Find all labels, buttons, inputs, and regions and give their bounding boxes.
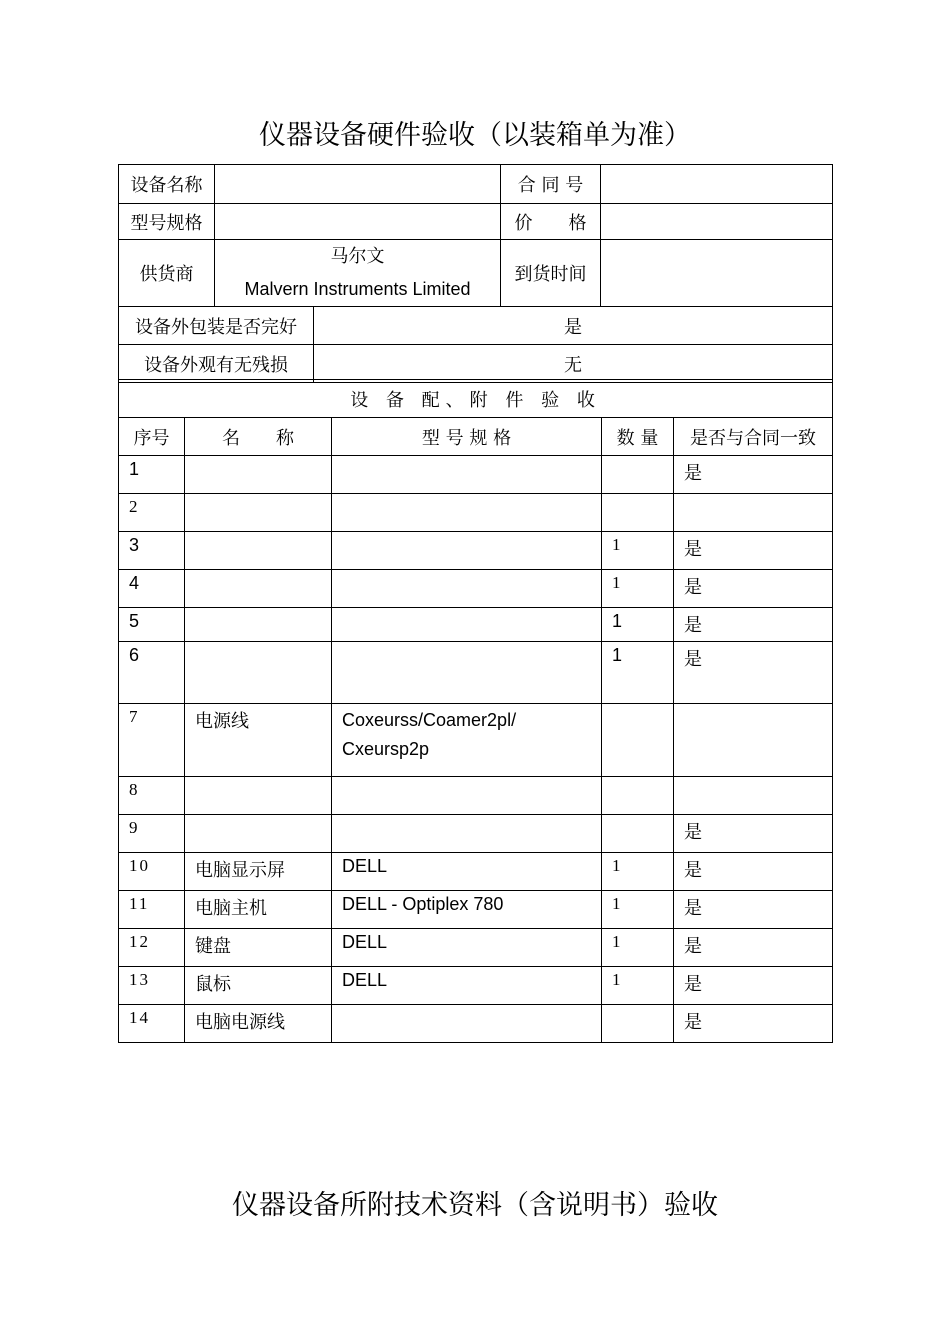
- row-name[interactable]: [185, 456, 332, 494]
- table-row: [119, 815, 833, 853]
- table-row: [119, 704, 833, 777]
- row-model[interactable]: [332, 456, 602, 494]
- row-no[interactable]: 3: [119, 532, 185, 570]
- row-no[interactable]: 1: [119, 456, 185, 494]
- row-name[interactable]: [185, 777, 332, 815]
- row-no[interactable]: 13: [119, 967, 185, 1005]
- row-model-line: Coxeurss/Coamer2pl/: [342, 710, 517, 730]
- row-no[interactable]: 11: [119, 891, 185, 929]
- row-match[interactable]: 是: [674, 929, 833, 967]
- table-row: [119, 1005, 833, 1043]
- row-match[interactable]: 是: [674, 608, 833, 642]
- supplier-en: Malvern Instruments Limited: [244, 279, 471, 299]
- row-model[interactable]: [332, 532, 602, 570]
- row-qty[interactable]: 1: [602, 891, 674, 929]
- table-row: [119, 967, 833, 1005]
- row-name[interactable]: 电源线: [185, 704, 332, 777]
- price-label: 价 格: [501, 204, 601, 240]
- price-value[interactable]: [601, 204, 833, 240]
- row-no[interactable]: 4: [119, 570, 185, 608]
- row-model[interactable]: [332, 1005, 602, 1043]
- row-qty[interactable]: [602, 704, 674, 777]
- row-no[interactable]: 14: [119, 1005, 185, 1043]
- table-row: [119, 929, 833, 967]
- row-name[interactable]: 鼠标: [185, 967, 332, 1005]
- table-row: [119, 456, 833, 494]
- row-qty[interactable]: 1: [602, 853, 674, 891]
- row-match[interactable]: 是: [674, 642, 833, 704]
- row-match[interactable]: 是: [674, 967, 833, 1005]
- row-model-line2: Cxeursp2p: [342, 739, 430, 759]
- header-match: 是否与合同一致: [674, 418, 833, 456]
- appearance-value[interactable]: 无: [314, 345, 833, 383]
- arrival-label: 到货时间: [501, 240, 601, 307]
- row-qty[interactable]: 1: [602, 570, 674, 608]
- row-model[interactable]: [332, 642, 602, 704]
- row-qty[interactable]: 1: [602, 608, 674, 642]
- row-model[interactable]: [332, 815, 602, 853]
- table-row: [119, 642, 833, 704]
- row-no[interactable]: 6: [119, 642, 185, 704]
- row-name[interactable]: [185, 815, 332, 853]
- table-row: [119, 891, 833, 929]
- row-model[interactable]: [332, 608, 602, 642]
- row-match[interactable]: [674, 777, 833, 815]
- device-name-label: 设备名称: [119, 165, 215, 204]
- row-qty[interactable]: [602, 494, 674, 532]
- table-row: [119, 570, 833, 608]
- header-name: 名 称: [185, 418, 332, 456]
- table-row: [119, 853, 833, 891]
- row-name[interactable]: [185, 642, 332, 704]
- table-row: [119, 532, 833, 570]
- row-name[interactable]: [185, 532, 332, 570]
- row-no[interactable]: 2: [119, 494, 185, 532]
- row-model-line: DELL - Optiplex 780: [342, 894, 504, 914]
- section-title-docs: 仪器设备所附技术资料（含说明书）验收: [232, 1190, 718, 1221]
- contract-no-value[interactable]: [601, 165, 833, 204]
- row-no[interactable]: 7: [119, 704, 185, 777]
- header-model: 型 号 规 格: [332, 418, 602, 456]
- row-model-line: DELL: [342, 856, 388, 876]
- row-no[interactable]: 10: [119, 853, 185, 891]
- row-model-line: DELL: [342, 932, 388, 952]
- row-qty[interactable]: 1: [602, 532, 674, 570]
- row-match[interactable]: 是: [674, 570, 833, 608]
- row-qty[interactable]: [602, 815, 674, 853]
- header-qty: 数 量: [602, 418, 674, 456]
- row-model[interactable]: [332, 929, 602, 967]
- package-label: 设备外包装是否完好: [119, 307, 314, 345]
- row-model[interactable]: [332, 570, 602, 608]
- row-match[interactable]: [674, 494, 833, 532]
- table-row: [119, 494, 833, 532]
- row-qty[interactable]: 1: [602, 642, 674, 704]
- contract-no-label: 合 同 号: [501, 165, 601, 204]
- row-match[interactable]: 是: [674, 891, 833, 929]
- row-model-line: DELL: [342, 970, 388, 990]
- appearance-label: 设备外观有无残损: [119, 345, 314, 383]
- row-match[interactable]: 是: [674, 1005, 833, 1043]
- row-match[interactable]: 是: [674, 815, 833, 853]
- row-name[interactable]: 电脑电源线: [185, 1005, 332, 1043]
- supplier-cn: 马尔文: [330, 246, 385, 267]
- row-match[interactable]: 是: [674, 456, 833, 494]
- row-model[interactable]: [332, 853, 602, 891]
- row-name[interactable]: [185, 494, 332, 532]
- page-title: 仪器设备硬件验收（以装箱单为准）: [259, 120, 691, 151]
- row-model[interactable]: [332, 704, 602, 777]
- supplier-label: 供货商: [119, 240, 215, 307]
- row-no[interactable]: 5: [119, 608, 185, 642]
- row-qty[interactable]: [602, 456, 674, 494]
- row-qty[interactable]: [602, 1005, 674, 1043]
- row-no[interactable]: 9: [119, 815, 185, 853]
- header-no: 序号: [119, 418, 185, 456]
- row-qty[interactable]: 1: [602, 929, 674, 967]
- package-value[interactable]: 是: [314, 307, 833, 345]
- device-info-table: [118, 164, 833, 383]
- row-model[interactable]: [332, 494, 602, 532]
- row-qty[interactable]: [602, 777, 674, 815]
- row-name[interactable]: 键盘: [185, 929, 332, 967]
- row-match[interactable]: [674, 704, 833, 777]
- arrival-value[interactable]: [601, 240, 833, 307]
- row-match[interactable]: 是: [674, 532, 833, 570]
- row-model[interactable]: [332, 967, 602, 1005]
- parts-table: [118, 379, 833, 1043]
- model-label: 型号规格: [119, 204, 215, 240]
- parts-section-title: 设 备 配、附 件 验 收: [119, 380, 833, 418]
- row-name[interactable]: 电脑主机: [185, 891, 332, 929]
- row-qty[interactable]: 1: [602, 967, 674, 1005]
- row-model[interactable]: [332, 777, 602, 815]
- row-name[interactable]: [185, 570, 332, 608]
- row-no[interactable]: 8: [119, 777, 185, 815]
- table-row: [119, 608, 833, 642]
- row-match[interactable]: 是: [674, 853, 833, 891]
- table-row: [119, 777, 833, 815]
- model-value[interactable]: [215, 204, 501, 240]
- supplier-value[interactable]: [215, 240, 501, 307]
- row-name[interactable]: [185, 608, 332, 642]
- device-name-value[interactable]: [215, 165, 501, 204]
- row-model[interactable]: [332, 891, 602, 929]
- row-no[interactable]: 12: [119, 929, 185, 967]
- row-name[interactable]: 电脑显示屏: [185, 853, 332, 891]
